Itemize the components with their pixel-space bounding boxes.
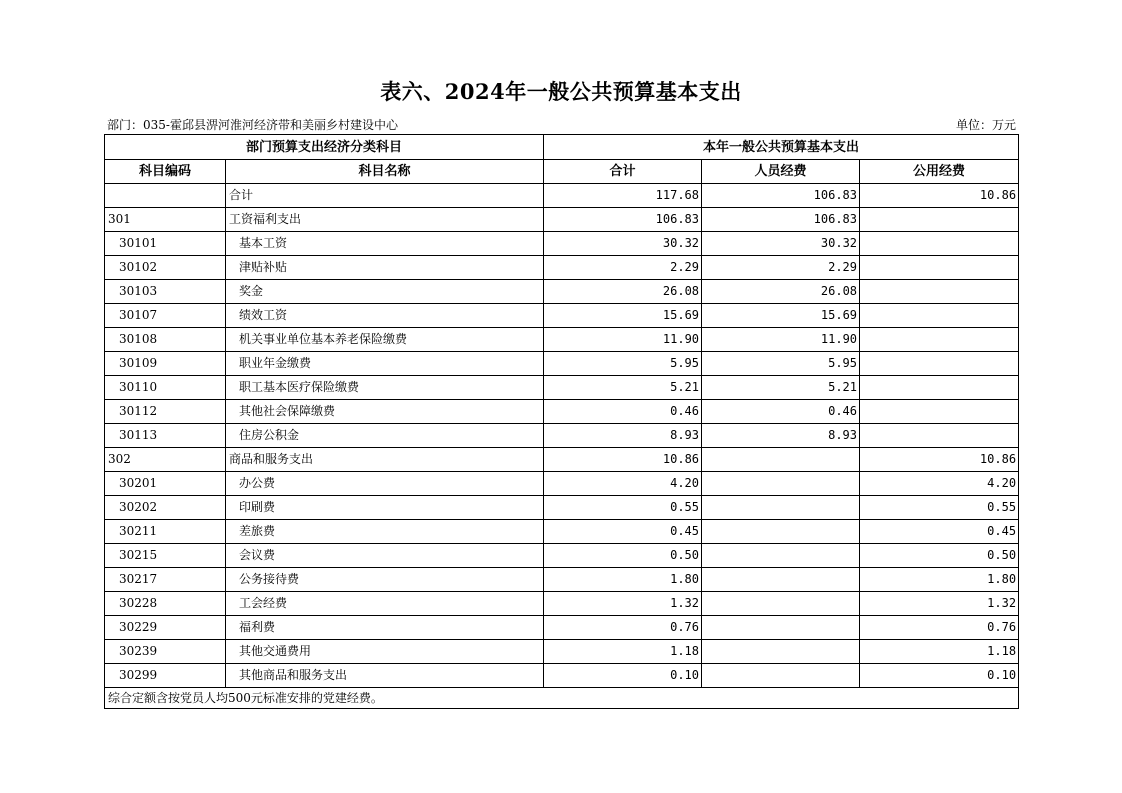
row-name: 津贴补贴 bbox=[226, 256, 544, 280]
row-public bbox=[860, 376, 1019, 400]
row-code: 30215 bbox=[105, 544, 226, 568]
row-personnel: 8.93 bbox=[702, 424, 860, 448]
row-code: 30217 bbox=[105, 568, 226, 592]
row-personnel: 30.32 bbox=[702, 232, 860, 256]
row-public bbox=[860, 424, 1019, 448]
row-public bbox=[860, 328, 1019, 352]
row-name: 住房公积金 bbox=[226, 424, 544, 448]
row-personnel: 106.83 bbox=[702, 208, 860, 232]
header-code: 科目编码 bbox=[105, 160, 226, 184]
header-group-right: 本年一般公共预算基本支出 bbox=[544, 135, 1019, 160]
table-row bbox=[105, 640, 1019, 664]
row-public: 0.10 bbox=[860, 664, 1019, 688]
row-code: 30101 bbox=[105, 232, 226, 256]
row-name: 公务接待费 bbox=[226, 568, 544, 592]
row-personnel bbox=[702, 616, 860, 640]
row-name: 印刷费 bbox=[226, 496, 544, 520]
row-total: 30.32 bbox=[544, 232, 702, 256]
row-code: 30107 bbox=[105, 304, 226, 328]
row-public bbox=[860, 232, 1019, 256]
row-name: 职业年金缴费 bbox=[226, 352, 544, 376]
row-name: 福利费 bbox=[226, 616, 544, 640]
row-public bbox=[860, 304, 1019, 328]
table-row bbox=[105, 424, 1019, 448]
row-total: 1.18 bbox=[544, 640, 702, 664]
row-code: 30113 bbox=[105, 424, 226, 448]
row-name: 工资福利支出 bbox=[226, 208, 544, 232]
table-row bbox=[105, 592, 1019, 616]
row-total: 8.93 bbox=[544, 424, 702, 448]
row-name: 其他商品和服务支出 bbox=[226, 664, 544, 688]
row-total: 5.21 bbox=[544, 376, 702, 400]
row-total: 11.90 bbox=[544, 328, 702, 352]
row-name: 工会经费 bbox=[226, 592, 544, 616]
table-row bbox=[105, 256, 1019, 280]
row-total: 2.29 bbox=[544, 256, 702, 280]
table-row bbox=[105, 496, 1019, 520]
row-public bbox=[860, 280, 1019, 304]
row-public: 1.80 bbox=[860, 568, 1019, 592]
footnote: 综合定额含按党员人均500元标准安排的党建经费。 bbox=[105, 688, 1019, 709]
row-code: 30103 bbox=[105, 280, 226, 304]
row-total: 5.95 bbox=[544, 352, 702, 376]
table-row bbox=[105, 472, 1019, 496]
row-personnel bbox=[702, 664, 860, 688]
row-name: 其他交通费用 bbox=[226, 640, 544, 664]
row-personnel: 11.90 bbox=[702, 328, 860, 352]
table-row bbox=[105, 448, 1019, 472]
header-personnel: 人员经费 bbox=[702, 160, 860, 184]
department-label: 部门：035-霍邱县淠河淮河经济带和美丽乡村建设中心 bbox=[107, 118, 398, 132]
row-total: 0.45 bbox=[544, 520, 702, 544]
row-personnel: 106.83 bbox=[702, 184, 860, 208]
row-personnel bbox=[702, 496, 860, 520]
row-name: 会议费 bbox=[226, 544, 544, 568]
row-personnel bbox=[702, 544, 860, 568]
budget-table bbox=[104, 134, 1019, 709]
row-code: 30202 bbox=[105, 496, 226, 520]
table-row bbox=[105, 400, 1019, 424]
row-personnel: 2.29 bbox=[702, 256, 860, 280]
row-public bbox=[860, 208, 1019, 232]
row-public: 0.50 bbox=[860, 544, 1019, 568]
row-total: 1.32 bbox=[544, 592, 702, 616]
row-total: 1.80 bbox=[544, 568, 702, 592]
row-code: 30299 bbox=[105, 664, 226, 688]
row-total: 15.69 bbox=[544, 304, 702, 328]
row-personnel bbox=[702, 520, 860, 544]
row-personnel bbox=[702, 592, 860, 616]
row-name: 基本工资 bbox=[226, 232, 544, 256]
row-total: 4.20 bbox=[544, 472, 702, 496]
row-total: 26.08 bbox=[544, 280, 702, 304]
table-row bbox=[105, 376, 1019, 400]
row-personnel: 15.69 bbox=[702, 304, 860, 328]
row-name: 商品和服务支出 bbox=[226, 448, 544, 472]
row-total: 0.46 bbox=[544, 400, 702, 424]
row-name: 奖金 bbox=[226, 280, 544, 304]
page-title: 表六、2024年一般公共预算基本支出 bbox=[380, 79, 742, 104]
row-code: 30108 bbox=[105, 328, 226, 352]
row-code: 30229 bbox=[105, 616, 226, 640]
row-total: 0.76 bbox=[544, 616, 702, 640]
row-code: 30102 bbox=[105, 256, 226, 280]
header-name: 科目名称 bbox=[226, 160, 544, 184]
table-row bbox=[105, 208, 1019, 232]
row-total: 10.86 bbox=[544, 448, 702, 472]
header-total: 合计 bbox=[544, 160, 702, 184]
row-code: 301 bbox=[105, 208, 226, 232]
row-code: 30228 bbox=[105, 592, 226, 616]
row-public: 0.55 bbox=[860, 496, 1019, 520]
row-name: 办公费 bbox=[226, 472, 544, 496]
row-personnel bbox=[702, 568, 860, 592]
row-code: 302 bbox=[105, 448, 226, 472]
row-personnel bbox=[702, 448, 860, 472]
row-public: 0.76 bbox=[860, 616, 1019, 640]
row-personnel bbox=[702, 640, 860, 664]
row-code: 30110 bbox=[105, 376, 226, 400]
table-row bbox=[105, 304, 1019, 328]
row-code bbox=[105, 184, 226, 208]
row-name: 绩效工资 bbox=[226, 304, 544, 328]
table-row bbox=[105, 520, 1019, 544]
row-code: 30201 bbox=[105, 472, 226, 496]
row-personnel: 0.46 bbox=[702, 400, 860, 424]
table-body bbox=[105, 184, 1019, 688]
table-row bbox=[105, 328, 1019, 352]
row-total: 117.68 bbox=[544, 184, 702, 208]
row-total: 0.55 bbox=[544, 496, 702, 520]
unit-label: 单位：万元 bbox=[955, 118, 1016, 132]
row-code: 30112 bbox=[105, 400, 226, 424]
row-name: 机关事业单位基本养老保险缴费 bbox=[226, 328, 544, 352]
row-public: 10.86 bbox=[860, 184, 1019, 208]
row-public: 1.18 bbox=[860, 640, 1019, 664]
row-name: 其他社会保障缴费 bbox=[226, 400, 544, 424]
row-name: 合计 bbox=[226, 184, 544, 208]
table-row bbox=[105, 568, 1019, 592]
row-public: 1.32 bbox=[860, 592, 1019, 616]
row-public bbox=[860, 256, 1019, 280]
row-public: 10.86 bbox=[860, 448, 1019, 472]
row-code: 30211 bbox=[105, 520, 226, 544]
table-row bbox=[105, 232, 1019, 256]
table-row bbox=[105, 184, 1019, 208]
table-row bbox=[105, 280, 1019, 304]
table-row bbox=[105, 664, 1019, 688]
row-name: 差旅费 bbox=[226, 520, 544, 544]
row-code: 30109 bbox=[105, 352, 226, 376]
row-public: 0.45 bbox=[860, 520, 1019, 544]
row-total: 0.10 bbox=[544, 664, 702, 688]
header-group-left: 部门预算支出经济分类科目 bbox=[105, 135, 544, 160]
row-public bbox=[860, 352, 1019, 376]
table-row bbox=[105, 352, 1019, 376]
table-row bbox=[105, 544, 1019, 568]
row-personnel: 5.95 bbox=[702, 352, 860, 376]
row-total: 106.83 bbox=[544, 208, 702, 232]
row-personnel: 26.08 bbox=[702, 280, 860, 304]
header-public: 公用经费 bbox=[860, 160, 1019, 184]
row-public bbox=[860, 400, 1019, 424]
row-code: 30239 bbox=[105, 640, 226, 664]
row-name: 职工基本医疗保险缴费 bbox=[226, 376, 544, 400]
row-personnel bbox=[702, 472, 860, 496]
row-total: 0.50 bbox=[544, 544, 702, 568]
table-row bbox=[105, 616, 1019, 640]
row-public: 4.20 bbox=[860, 472, 1019, 496]
row-personnel: 5.21 bbox=[702, 376, 860, 400]
